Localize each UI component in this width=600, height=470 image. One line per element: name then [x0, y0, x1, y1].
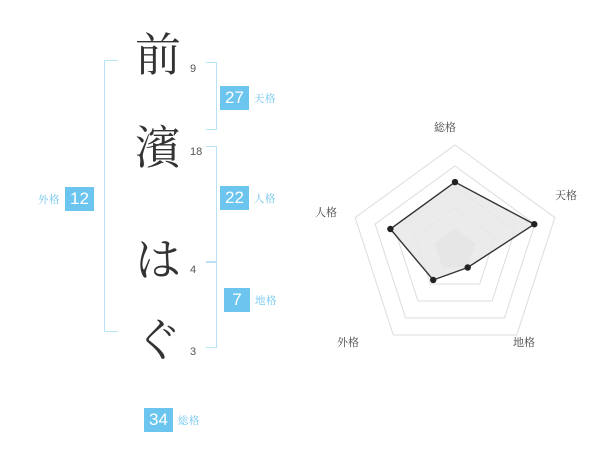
radar-chart-panel	[310, 0, 600, 470]
axis-label-gaikaku: 外格	[337, 337, 359, 349]
score-chikaku-label: 地格	[255, 294, 277, 307]
score-gaikaku	[38, 187, 94, 211]
bracket-chikaku	[206, 262, 217, 348]
score-soukaku-value: 34	[144, 408, 173, 432]
score-tenkaku-label: 天格	[253, 92, 276, 105]
axis-label-chikaku: 地格	[513, 337, 535, 349]
bracket-gaikaku	[104, 60, 118, 332]
score-soukaku	[144, 408, 200, 432]
axis-label-jinkaku: 人格	[315, 207, 337, 219]
stroke-count-4: 3	[190, 346, 197, 358]
stroke-count-1: 9	[190, 63, 197, 75]
name-character-2: 濱	[135, 123, 181, 174]
score-chikaku	[224, 288, 277, 312]
score-chikaku-value: 7	[224, 288, 250, 312]
score-soukaku-label: 総格	[177, 414, 200, 427]
name-character-3: は	[135, 235, 181, 286]
stroke-count-3: 4	[190, 264, 197, 276]
axis-label-tenkaku: 天格	[555, 190, 577, 202]
bracket-tenkaku	[206, 62, 217, 130]
score-gaikaku-value: 12	[65, 187, 94, 211]
radar-chart	[310, 0, 600, 470]
bracket-jinkaku	[206, 146, 217, 262]
axis-label-soukaku: 総格	[434, 122, 456, 134]
name-character-1: 前	[135, 30, 181, 81]
score-jinkaku	[220, 186, 276, 210]
score-jinkaku-value: 22	[220, 186, 249, 210]
name-character-4: ぐ	[135, 315, 181, 366]
score-gaikaku-label: 外格	[38, 193, 60, 206]
stroke-count-2: 18	[190, 146, 203, 158]
score-tenkaku	[220, 86, 276, 110]
score-jinkaku-label: 人格	[253, 192, 276, 205]
score-tenkaku-value: 27	[220, 86, 249, 110]
